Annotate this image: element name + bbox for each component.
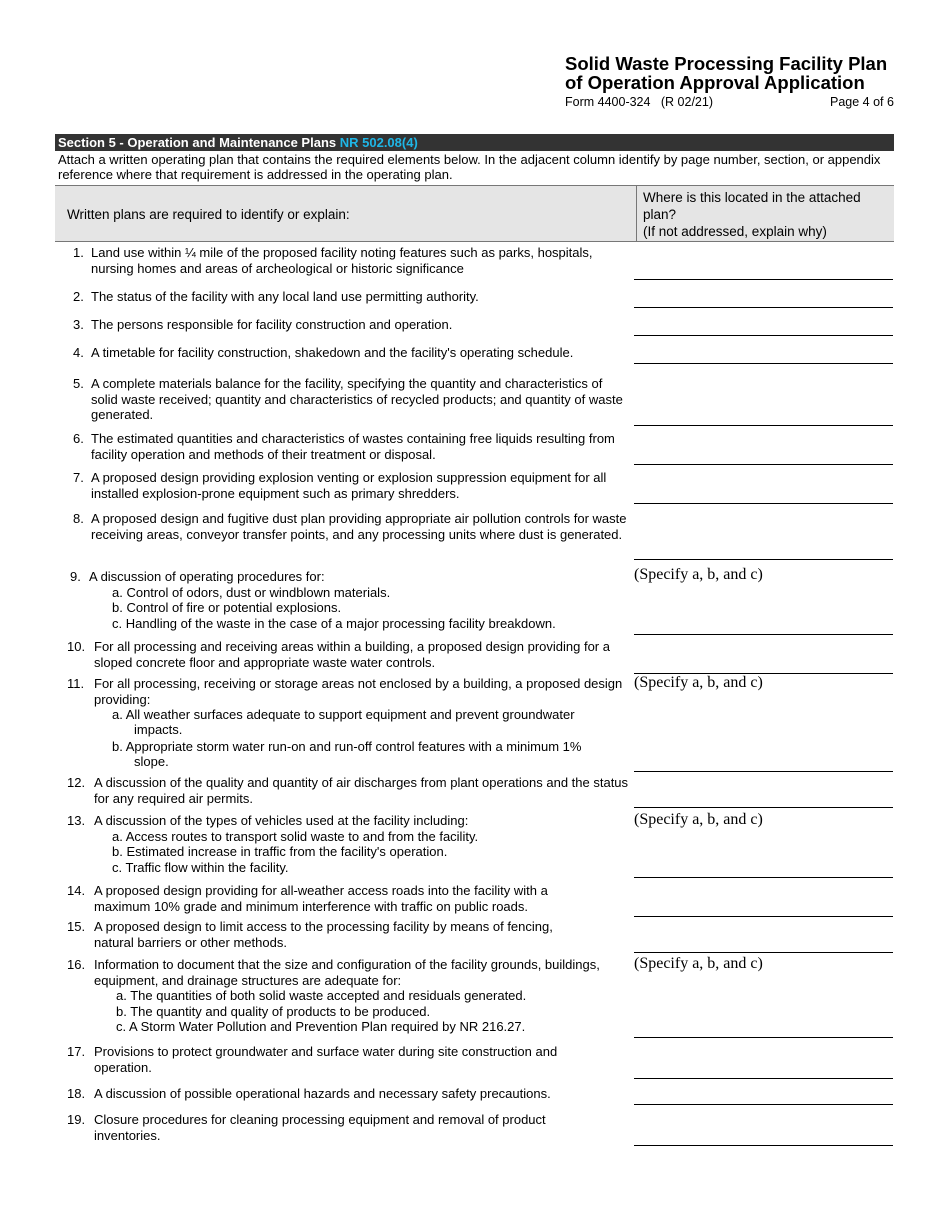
column-header-location-line1: Where is this located in the attached plan? <box>643 190 861 222</box>
requirement-number: 5. <box>73 376 84 391</box>
requirement-number: 11. <box>67 676 85 691</box>
requirement-text: A complete materials balance for the facility, specifying the quantity and characteristics of solid waste received; quantity and characteristics of recycled products; and quantity of waste generated. <box>91 376 623 422</box>
section-title: Section 5 - Operation and Maintenance Plans <box>58 135 340 150</box>
requirement-text: A proposed design providing for all-weather access roads into the facility with a maximum 10% grade and minimum interference with traffic on public roads. <box>94 883 548 914</box>
answer-field-16[interactable] <box>634 1037 893 1038</box>
requirement-text: A proposed design providing explosion venting or explosion suppression equipment for all installed explosion-prone equipment such as primary shredders. <box>91 470 607 501</box>
requirement-number: 10. <box>67 639 86 654</box>
requirement-text: The persons responsible for facility construction and operation. <box>91 317 453 332</box>
requirement-number: 15. <box>67 919 86 934</box>
requirement-text: The status of the facility with any local land use permitting authority. <box>91 289 479 304</box>
section-intro: Attach a written operating plan that contains the required elements below. In the adjacent column identify by page number, section, or appendix reference where that requirement is addressed in the operating plan. <box>58 152 881 182</box>
page-number: Page 4 of 6 <box>830 95 894 109</box>
requirement-number: 1. <box>73 245 84 260</box>
requirement-subitem: a. Control of odors, dust or windblown materials. <box>112 584 391 600</box>
answer-field-8[interactable] <box>634 559 893 560</box>
requirement-text: A discussion of operating procedures for: <box>89 569 325 584</box>
requirement-subitem: c. A Storm Water Pollution and Prevention Plan required by NR 216.27. <box>116 1019 526 1034</box>
answer-field-3[interactable] <box>634 335 893 336</box>
requirement-subitem: b. Estimated increase in traffic from the facility's operation. <box>112 844 448 859</box>
requirement-subitem: impacts. <box>134 722 183 737</box>
answer-field-12[interactable] <box>634 807 893 808</box>
requirement-text: Information to document that the size and configuration of the facility grounds, buildings, equipment, and drainage structures are adequate for: <box>94 957 600 988</box>
requirement-number: 19. <box>67 1112 86 1127</box>
requirement-number: 8. <box>73 511 84 526</box>
requirement-text: Land use within ¼ mile of the proposed facility noting features such as parks, hospitals, nursing homes and areas of archeological or historic significance <box>91 245 593 276</box>
requirement-number: 2. <box>73 289 84 304</box>
section-reference-link[interactable]: NR 502.08(4) <box>339 135 418 150</box>
form-number: Form 4400-324 (R 02/21) <box>565 95 713 109</box>
answer-field-15[interactable] <box>634 952 893 953</box>
requirement-number: 7. <box>73 470 84 485</box>
column-header-location-line2: (If not addressed, explain why) <box>643 224 827 239</box>
specify-hint: (Specify a, b, and c) <box>634 811 763 828</box>
requirement-text: A proposed design to limit access to the processing facility by means of fencing, natural barriers or other methods. <box>94 919 553 950</box>
requirement-number: 14. <box>67 883 86 898</box>
answer-field-6[interactable] <box>634 464 893 465</box>
requirement-number: 17. <box>67 1044 86 1059</box>
form-title-line2: of Operation Approval Application <box>565 72 865 93</box>
requirement-number: 3. <box>73 317 84 332</box>
requirement-subitem: b. The quantity and quality of products to be produced. <box>116 1003 431 1019</box>
requirement-subitem: a. Access routes to transport solid waste to and from the facility. <box>112 828 479 844</box>
requirement-text: A discussion of the types of vehicles used at the facility including: <box>94 813 469 828</box>
requirement-text: A discussion of the quality and quantity of air discharges from plant operations and the status for any required air permits. <box>94 775 629 806</box>
column-divider <box>636 186 637 241</box>
specify-hint: (Specify a, b, and c) <box>634 674 763 691</box>
requirement-subitem: b. Appropriate storm water run-on and run-off control features with a minimum 1% <box>112 739 582 754</box>
requirement-subitem: c. Handling of the waste in the case of a major processing facility breakdown. <box>112 615 556 631</box>
requirement-text: A discussion of possible operational hazards and necessary safety precautions. <box>94 1086 551 1101</box>
requirement-number: 13. <box>67 813 86 828</box>
requirement-text: For all processing and receiving areas within a building, a proposed design providing for a sloped concrete floor and appropriate waste water controls. <box>94 639 610 670</box>
answer-field-1[interactable] <box>634 279 893 280</box>
answer-field-11[interactable] <box>634 771 893 772</box>
requirement-subitem: a. The quantities of both solid waste accepted and residuals generated. <box>116 988 527 1003</box>
answer-field-17[interactable] <box>634 1078 893 1079</box>
answer-field-2[interactable] <box>634 307 893 308</box>
requirement-number: 16. <box>67 957 86 972</box>
column-header-location <box>643 189 888 240</box>
answer-field-19[interactable] <box>634 1145 893 1146</box>
form-title-line1: Solid Waste Processing Facility Plan <box>565 53 888 74</box>
requirement-text: A proposed design and fugitive dust plan providing appropriate air pollution controls for waste receiving areas, conveyor transfer points, and any processing units where dust is generated. <box>91 511 627 542</box>
requirement-number: 12. <box>67 775 86 790</box>
column-header-row <box>55 185 894 242</box>
requirement-subitem: slope. <box>134 754 169 769</box>
requirement-subitem: a. All weather surfaces adequate to support equipment and prevent groundwater <box>112 707 575 722</box>
column-header-requirements: Written plans are required to identify or explain: <box>67 207 350 222</box>
requirement-number: 18. <box>67 1086 86 1101</box>
specify-hint: (Specify a, b, and c) <box>634 955 763 972</box>
answer-field-5[interactable] <box>634 425 893 426</box>
requirement-number: 4. <box>73 345 84 360</box>
requirement-number: 6. <box>73 431 84 446</box>
requirement-subitem: b. Control of fire or potential explosions. <box>112 600 342 615</box>
answer-field-18[interactable] <box>634 1104 893 1105</box>
specify-hint: (Specify a, b, and c) <box>634 566 763 583</box>
answer-field-9[interactable] <box>634 634 893 635</box>
answer-field-14[interactable] <box>634 916 893 917</box>
requirement-text: Closure procedures for cleaning processing equipment and removal of product inventories. <box>94 1112 546 1143</box>
requirement-number: 9. <box>70 569 81 584</box>
section-header <box>55 134 894 151</box>
answer-field-4[interactable] <box>634 363 893 364</box>
answer-field-13[interactable] <box>634 877 893 878</box>
requirement-subitem: c. Traffic flow within the facility. <box>112 859 289 875</box>
form-title <box>565 54 905 92</box>
requirement-text: A timetable for facility construction, shakedown and the facility's operating schedule. <box>91 345 574 360</box>
requirement-text: The estimated quantities and characteristics of wastes containing free liquids resulting from facility operation and methods of their treatment or disposal. <box>91 431 615 462</box>
answer-field-7[interactable] <box>634 503 893 504</box>
requirement-text: Provisions to protect groundwater and surface water during site construction and operation. <box>94 1044 558 1075</box>
requirement-text: For all processing, receiving or storage areas not enclosed by a building, a proposed design providing: <box>94 676 623 707</box>
